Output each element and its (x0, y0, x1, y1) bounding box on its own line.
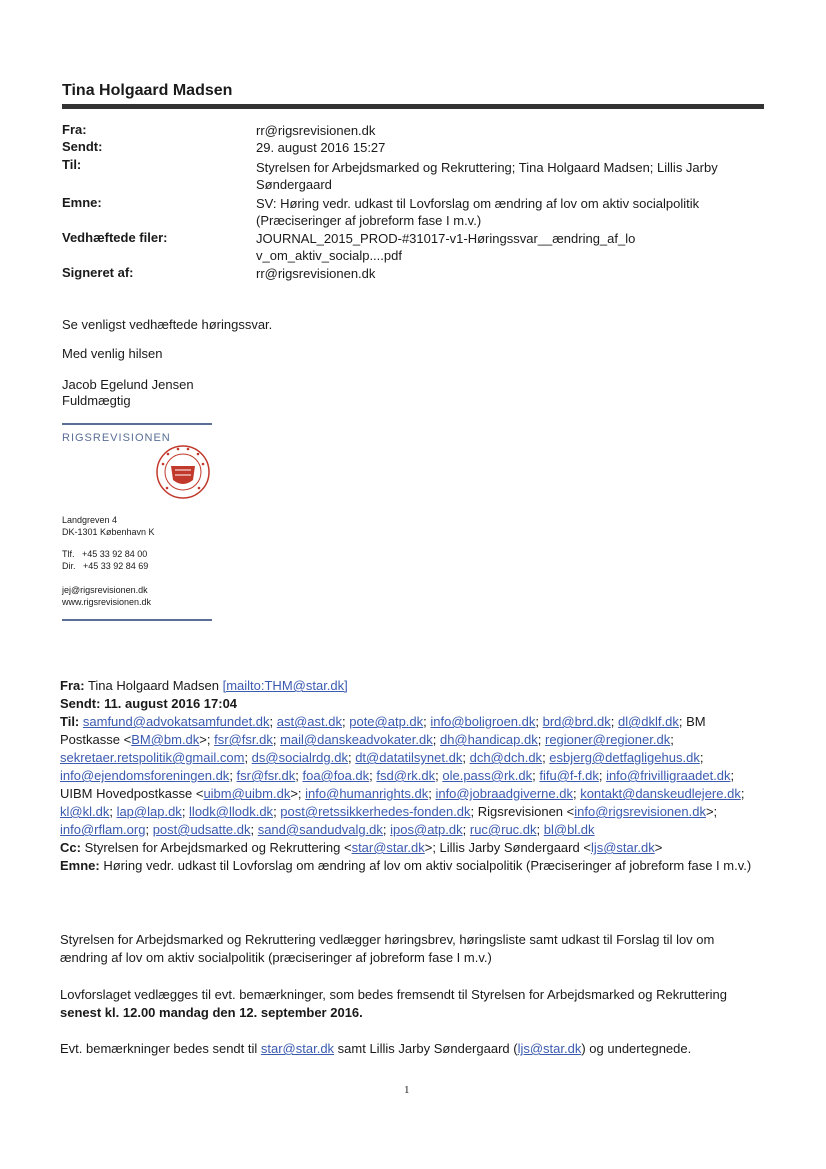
recipient-separator: ; (535, 714, 543, 729)
recipient-separator: ; (435, 768, 443, 783)
recipient-email-link[interactable]: info@rflam.org (60, 822, 146, 837)
recipient-email-link[interactable]: kontakt@danskeudlejere.dk (580, 786, 741, 801)
address-line-2: DK-1301 København K (62, 527, 155, 537)
from-value: rr@rigsrevisionen.dk (256, 123, 376, 138)
recipient-separator: ; (610, 714, 618, 729)
signature-divider-bottom (62, 619, 212, 621)
recipient-email-link[interactable]: fsd@rk.dk (376, 768, 436, 783)
recipient-separator: ; (181, 804, 190, 819)
signature-email[interactable]: jej@rigsrevisionen.dk (62, 585, 148, 595)
recipient-separator: ; (273, 804, 281, 819)
signature-divider-top (62, 423, 212, 425)
original-sent-label: Sendt: (60, 696, 101, 711)
paragraph-3-text-a: Evt. bemærkninger bedes sendt til (60, 1041, 261, 1056)
message-line: Se venligst vedhæftede høringssvar. (62, 317, 273, 332)
recipient-separator: ; (462, 822, 470, 837)
body-paragraph-1: Styrelsen for Arbejdsmarked og Rekruttering vedlægger høringsbrev, høringsliste samt udkast til Forslag til lov om ændring af lov om aktiv socialpolitik (præciseringer af jobreform fase I m.v.) (60, 932, 715, 965)
sent-value: 29. august 2016 15:27 (256, 140, 386, 155)
recipient-separator: ; (229, 768, 237, 783)
to-label: Til: (62, 157, 82, 172)
recipient-separator: ; (145, 822, 153, 837)
address-line-1: Landgreven 4 (62, 515, 118, 525)
original-sent-line (60, 695, 760, 713)
recipient-email-link[interactable]: sekretaer.retspolitik@gmail.com (60, 750, 245, 765)
original-subject-line (60, 857, 760, 875)
brand-name: RIGSREVISIONEN (62, 432, 171, 444)
folketinget-seal-icon (153, 444, 213, 500)
recipient-separator: ; (250, 822, 258, 837)
star-email-link[interactable]: star@star.dk (260, 1041, 335, 1056)
recipient-separator: ; (542, 750, 550, 765)
recipient-email-link[interactable]: fifu@f-f.dk (539, 768, 599, 783)
sent-label: Sendt: (62, 139, 103, 154)
ljs-email-link[interactable]: ljs@star.dk (517, 1041, 582, 1056)
cc-separator: >; Lillis Jarby Søndergaard < (424, 840, 591, 855)
recipient-separator: ; (423, 714, 431, 729)
recipient-separator: ; (537, 732, 545, 747)
recipient-email-link[interactable]: ruc@ruc.dk (469, 822, 537, 837)
recipient-email-link[interactable]: fsr@fsr.dk (236, 768, 296, 783)
recipient-email-link[interactable]: brd@brd.dk (542, 714, 611, 729)
original-from-mailto[interactable]: [mailto:THM@star.dk] (222, 678, 348, 693)
original-to-label: Til: (60, 714, 80, 729)
recipient-email-link[interactable]: foa@foa.dk (302, 768, 370, 783)
greeting: Med venlig hilsen (62, 346, 163, 361)
original-from-name: Tina Holgaard Madsen (84, 678, 223, 693)
cc-separator: Styrelsen for Arbejdsmarked og Rekruttering < (80, 840, 352, 855)
recipient-separator: ; (598, 768, 607, 783)
recipient-separator: ; UIBM Hovedpostkasse < (60, 768, 735, 801)
sender-name: Tina Holgaard Madsen (62, 82, 233, 99)
recipient-email-link[interactable]: ipos@atp.dk (390, 822, 463, 837)
recipient-email-link[interactable]: dh@handicap.dk (439, 732, 538, 747)
recipient-email-link[interactable]: info@ejendomsforeningen.dk (60, 768, 230, 783)
recipient-email-link[interactable]: samfund@advokatsamfundet.dk (82, 714, 270, 729)
recipient-separator: ; (432, 732, 440, 747)
header-divider (62, 104, 764, 109)
subject-value: SV: Høring vedr. udkast til Lovforslag om ændring af lov om aktiv socialpolitik (Præciseringer af jobreform fase I m.v.) (256, 196, 700, 228)
signed-by-value: rr@rigsrevisionen.dk (256, 266, 376, 281)
recipient-email-link[interactable]: info@boligroen.dk (430, 714, 536, 729)
signature-website[interactable]: www.rigsrevisionen.dk (62, 597, 152, 607)
original-subject-label: Emne: (60, 858, 100, 873)
original-cc-label: Cc: (60, 840, 81, 855)
recipient-email-link[interactable]: fsr@fsr.dk (214, 732, 273, 747)
body-paragraph-3 (60, 1040, 760, 1058)
recipient-email-link[interactable]: post@retssikkerhedes-fonden.dk (280, 804, 471, 819)
recipient-email-link[interactable]: esbjerg@detfagligehus.dk (549, 750, 700, 765)
original-to-line (60, 713, 760, 839)
recipient-email-link[interactable]: bl@bl.dk (543, 822, 595, 837)
recipient-email-link[interactable]: dt@datatilsynet.dk (355, 750, 463, 765)
recipient-separator: ; (382, 822, 391, 837)
recipient-email-link[interactable]: dl@dklf.dk (617, 714, 679, 729)
cc-email-link[interactable]: star@star.dk (351, 840, 425, 855)
recipient-separator: ; Rigsrevisionen < (470, 804, 575, 819)
signed-by-label: Signeret af: (62, 265, 134, 280)
recipient-separator: ; (295, 768, 303, 783)
cc-separator: > (654, 840, 663, 855)
cc-email-link[interactable]: ljs@star.dk (590, 840, 655, 855)
recipient-email-link[interactable]: ds@socialrdg.dk (251, 750, 348, 765)
recipient-email-link[interactable]: info@rigsrevisionen.dk (574, 804, 706, 819)
recipient-email-link[interactable]: mail@danskeadvokater.dk (280, 732, 433, 747)
recipient-email-link[interactable]: kl@kl.dk (60, 804, 110, 819)
paragraph-2-text: Lovforslaget vedlægges til evt. bemærkninger, som bedes fremsendt til Styrelsen for Arbejdsmarked og Rekruttering (60, 987, 727, 1002)
cc-recipient-list (81, 840, 662, 855)
original-from-line (60, 677, 760, 695)
recipient-separator: >; (199, 732, 215, 747)
phone-main: Tlf. +45 33 92 84 00 (62, 549, 148, 559)
recipient-email-link[interactable]: info@frivilligraadet.dk (606, 768, 731, 783)
paragraph-3-text-c: ) og undertegnede. (581, 1041, 692, 1056)
recipient-separator: ; (670, 732, 674, 747)
signer-title: Fuldmægtig (62, 393, 131, 408)
recipient-email-link[interactable]: sand@sandudvalg.dk (257, 822, 383, 837)
recipient-separator: >; (290, 786, 306, 801)
recipient-email-link[interactable]: uibm@uibm.dk (203, 786, 291, 801)
recipient-separator: ; (572, 786, 581, 801)
recipient-email-link[interactable]: info@jobraadgiverne.dk (435, 786, 573, 801)
deadline-text: senest kl. 12.00 mandag den 12. september 2016. (60, 1005, 363, 1020)
page-number: 1 (404, 1084, 410, 1096)
recipient-email-link[interactable]: llodk@llodk.dk (189, 804, 274, 819)
recipient-separator: ; (740, 786, 745, 801)
paragraph-3-text-b: samt Lillis Jarby Søndergaard ( (334, 1041, 518, 1056)
recipient-separator: ; (532, 768, 540, 783)
recipient-email-link[interactable]: info@humanrights.dk (305, 786, 429, 801)
from-label: Fra: (62, 122, 87, 137)
recipient-separator: ; (109, 804, 117, 819)
recipient-email-link[interactable]: regioner@regioner.dk (544, 732, 671, 747)
recipient-separator: ; (369, 768, 377, 783)
recipient-list (60, 714, 744, 837)
original-cc-line (60, 839, 760, 857)
original-subject-value: Høring vedr. udkast til Lovforslag om ændring af lov om aktiv socialpolitik (Præciseringer af jobreform fase I m.v.) (99, 858, 752, 873)
recipient-email-link[interactable]: dch@dch.dk (469, 750, 543, 765)
recipient-email-link[interactable]: lap@lap.dk (116, 804, 182, 819)
recipient-separator: ; (347, 750, 356, 765)
recipient-separator: ; (428, 786, 436, 801)
original-sent-value: 11. august 2016 17:04 (100, 696, 238, 711)
original-header (60, 677, 760, 875)
recipient-separator: ; (342, 714, 350, 729)
body-paragraph-2 (60, 986, 760, 1022)
recipient-separator: ; (699, 750, 704, 765)
subject-label: Emne: (62, 195, 102, 210)
recipient-email-link[interactable]: BM@bm.dk (131, 732, 200, 747)
to-value: Styrelsen for Arbejdsmarked og Rekruttering; Tina Holgaard Madsen; Lillis Jarby Søndergaard (256, 160, 718, 192)
signer-name: Jacob Egelund Jensen (62, 377, 194, 392)
original-from-label: Fra: (60, 678, 85, 693)
phone-direct: Dir. +45 33 92 84 69 (62, 561, 149, 571)
recipient-email-link[interactable]: ast@ast.dk (276, 714, 342, 729)
attachments-label: Vedhæftede filer: (62, 230, 168, 245)
attachment-link[interactable]: JOURNAL_2015_PROD-#31017-v1-Høringssvar__ændring_af_lov_om_aktiv_socialp....pdf (256, 231, 636, 263)
recipient-email-link[interactable]: ole.pass@rk.dk (442, 768, 533, 783)
recipient-separator: ; (244, 750, 252, 765)
recipient-email-link[interactable]: post@udsatte.dk (152, 822, 251, 837)
recipient-separator: ; (269, 714, 277, 729)
recipient-separator: >; (705, 804, 718, 819)
recipient-separator: ; (272, 732, 281, 747)
recipient-separator: ; (462, 750, 470, 765)
recipient-email-link[interactable]: pote@atp.dk (349, 714, 424, 729)
recipient-separator: ; (536, 822, 544, 837)
recipient-separator: ; BM Postkasse < (60, 714, 706, 747)
